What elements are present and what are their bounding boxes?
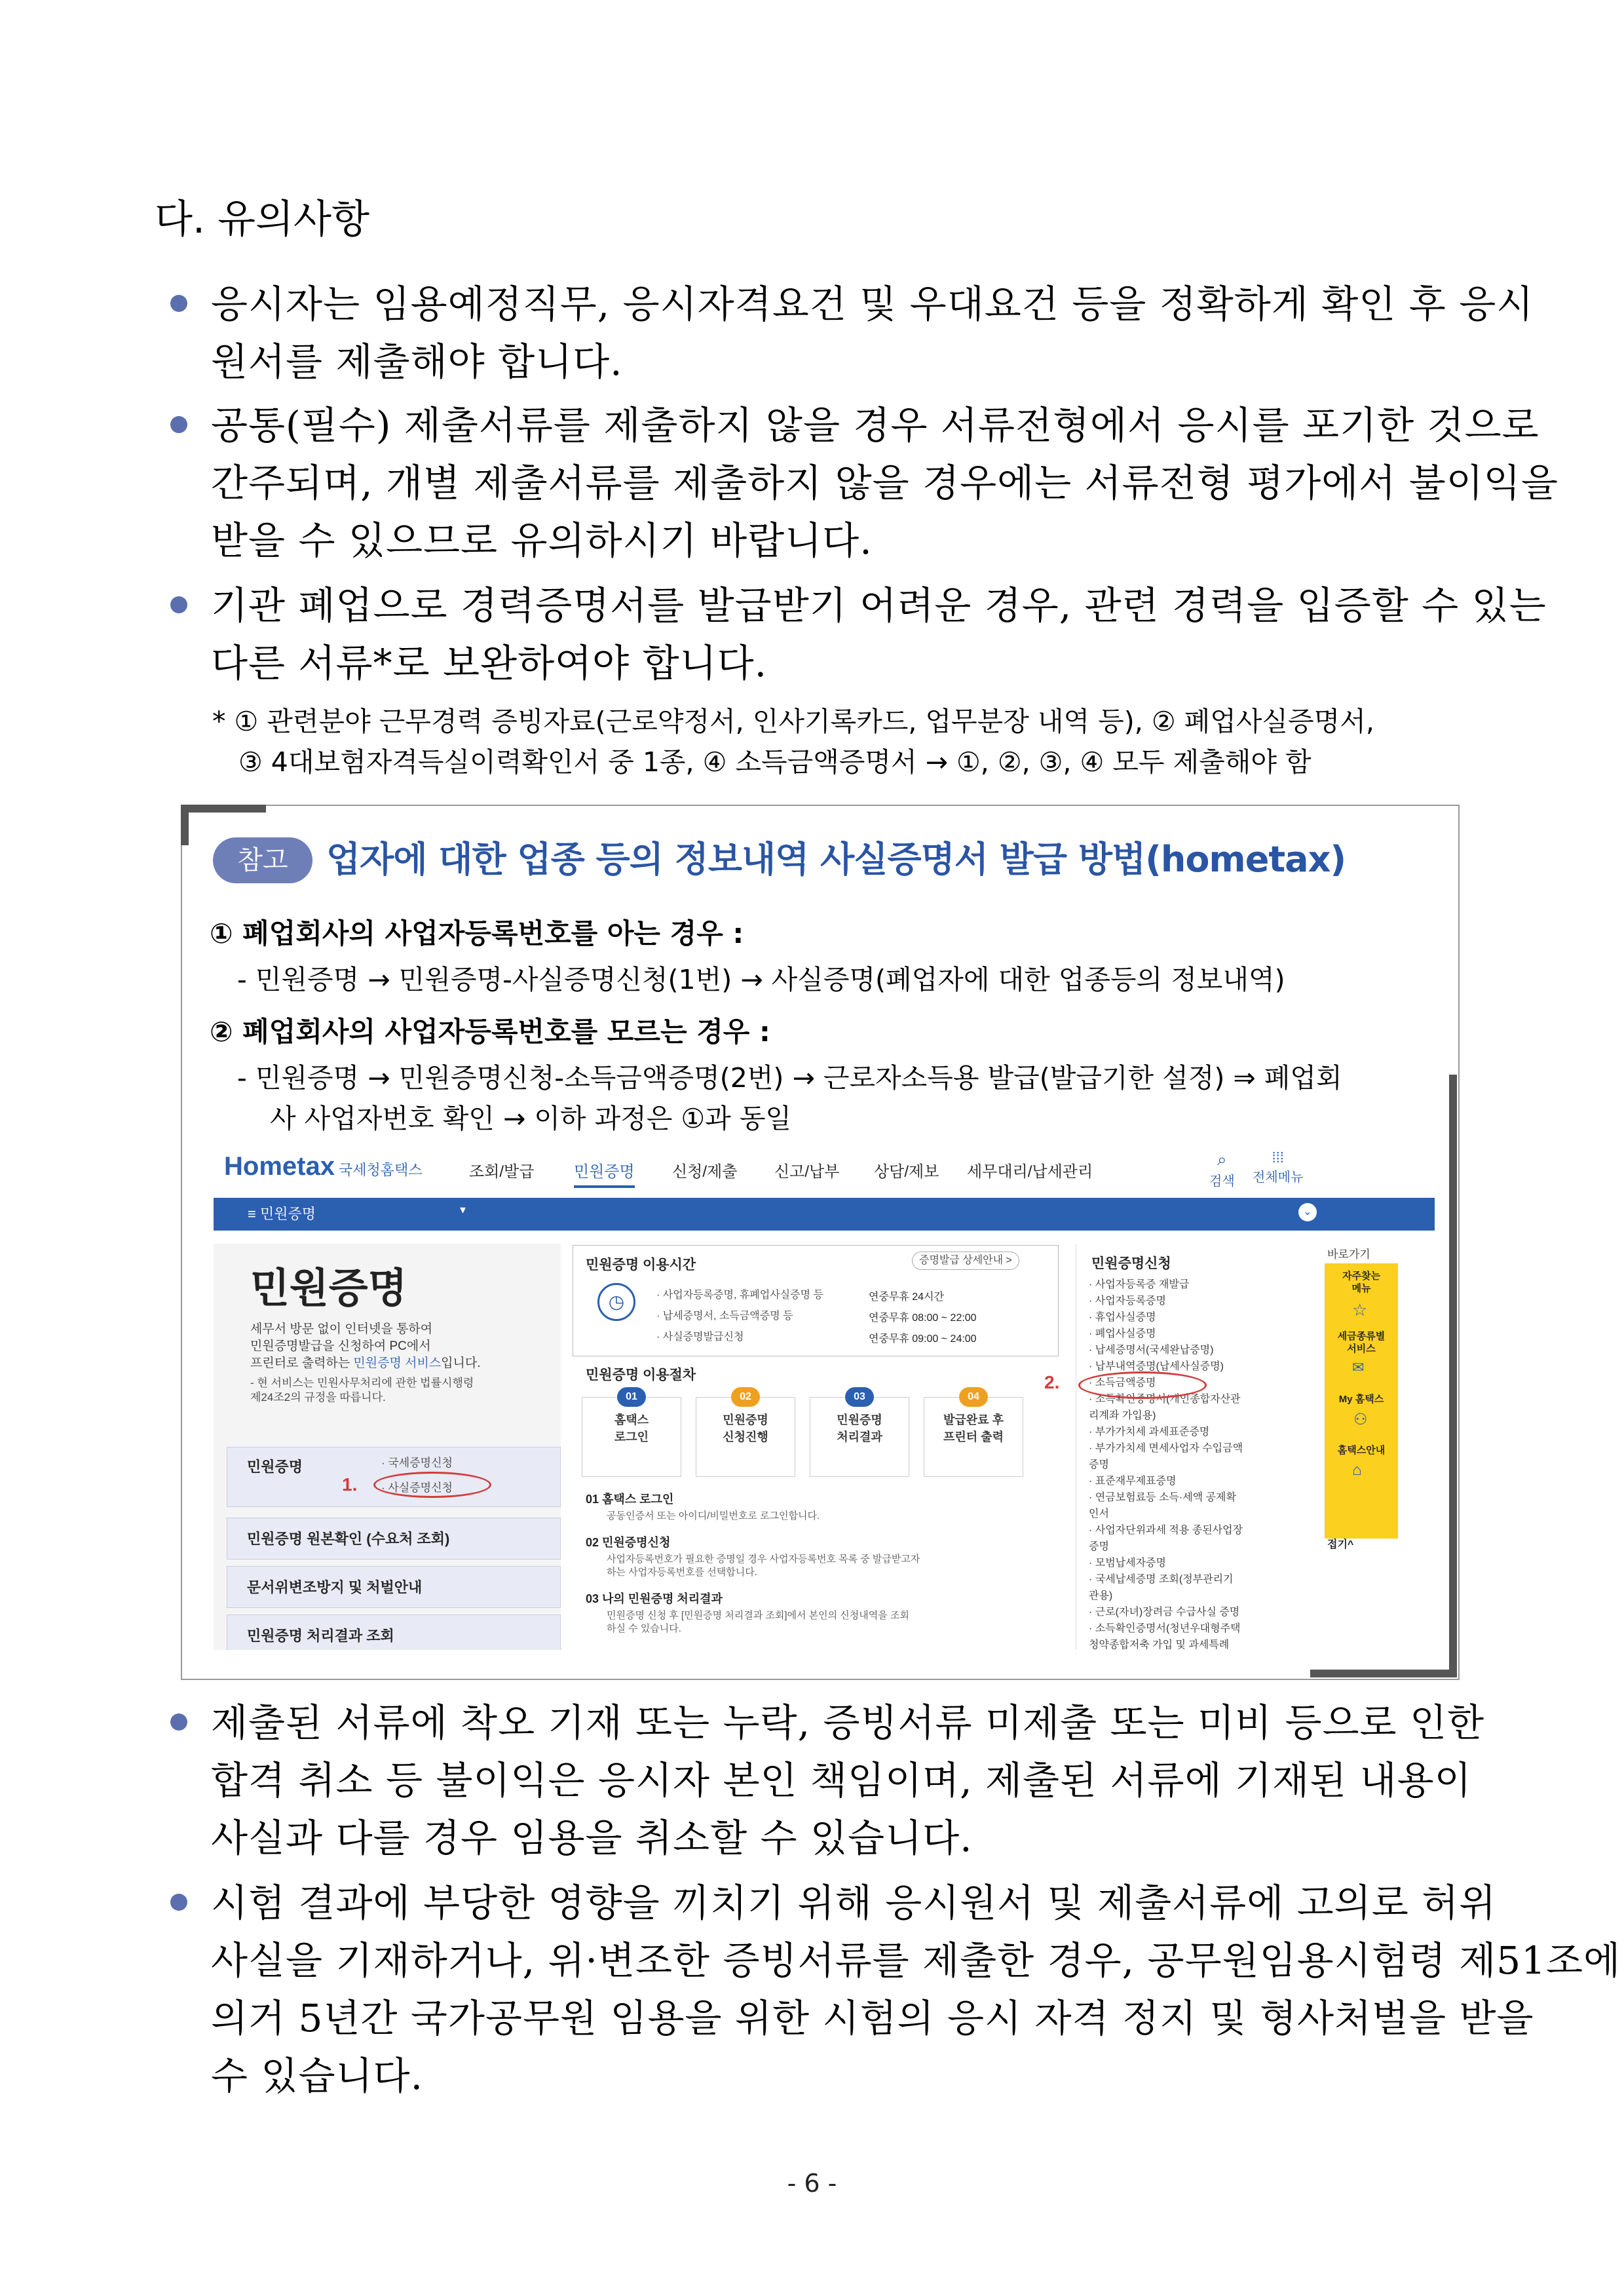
detail-desc: 민원증명 신청 후 [민원증명 처리결과 조회]에서 본인의 신청내역을 조회 [607,1610,909,1621]
cert-list-item[interactable]: · 사업자등록증 재발급 [1089,1279,1190,1290]
bullet-icon [170,1713,187,1731]
box-shadow-edge [1310,1670,1457,1677]
bullet-line: 제출된 서류에 착오 기재 또는 누락, 증빙서류 미제출 또는 미비 등으로 인한 [211,1700,1485,1745]
bullet-line: 시험 결과에 부당한 영향을 끼치기 위해 응시원서 및 제출서류에 고의로 허위 [211,1881,1497,1925]
info-icon: ⌂ [1352,1461,1362,1479]
mail-icon: ✉ [1352,1359,1365,1375]
cert-list-item[interactable]: · 표준재무제표증명 [1089,1476,1177,1487]
step-label: 홈택스 로그인 [614,1413,649,1444]
dropdown-caret-icon[interactable]: ▾ [460,1203,466,1216]
bullet-line: 기관 폐업으로 경력증명서를 발급받기 어려운 경우, 관련 경력을 입증할 수 있는 [211,583,1547,628]
step-label: 민원증명 신청진행 [723,1413,768,1444]
bullet-icon [170,596,187,613]
menu-item-active[interactable]: 민원증명 [574,1158,635,1188]
step-label: 발급완료 후 프린터 출력 [943,1413,1004,1444]
cert-list-item[interactable]: · 국세납세증명 조회(정부관리기 [1089,1574,1234,1585]
step-label: 민원증명 처리결과 [837,1413,882,1444]
note-line: 제24조2의 규정을 따릅니다. [250,1391,386,1404]
case1-title: ① 폐업회사의 사업자등록번호를 아는 경우 : [210,917,744,949]
hometax-screenshot [214,1145,1435,1650]
cert-list-item[interactable]: · 소득금액증명 [1089,1377,1156,1388]
marker-2: 2. [1044,1372,1060,1392]
search-button[interactable] [1209,1149,1235,1189]
hours-value: 연중무휴 24시간 [869,1292,944,1303]
detail-desc: 공동인증서 또는 아이디/비밀번호로 로그인합니다. [607,1510,820,1521]
detail-title: 02 민원증명신청 [586,1536,671,1549]
bullet-item [170,275,1534,391]
bullet-line: 원서를 제출해야 합니다. [211,339,623,384]
chevron-down-icon[interactable]: ⌄ [1298,1203,1317,1221]
cert-list [1089,1276,1243,1650]
step-number: 02 [731,1387,760,1407]
quick-item-tax-service[interactable]: 세금종류별 서비스 [1337,1331,1386,1354]
section-bar [214,1198,1435,1231]
cert-list-item[interactable]: · 납부내역증명(납세사실증명) [1089,1361,1224,1372]
quick-menu-title: 바로가기 [1327,1248,1370,1261]
bullet-icon [170,416,187,433]
marker-1: 1. [342,1474,358,1495]
user-icon: ⚇ [1353,1411,1368,1428]
desc-line: 프린터로 출력하는 [250,1356,354,1370]
case1-step: - 민원증명 → 민원증명-사실증명신청(1번) → 사실증명(폐업자에 대한 업종등의 정보내역) [237,964,1285,995]
highlight-circle [373,1472,491,1498]
step-card [924,1391,1023,1477]
card-forgery-prevention[interactable]: 문서위변조방지 및 처벌안내 [227,1566,561,1608]
desc-link[interactable]: 민원증명 서비스 [353,1356,442,1370]
hours-label: · 사실증명발급신청 [656,1331,744,1343]
bullet-line: 공통(필수) 제출서류를 제출하지 않을 경우 서류전형에서 응시를 포기한 것으로 [211,403,1539,448]
bullet-line: 받을 수 있으므로 유의하시기 바랍니다. [211,518,873,563]
hours-label: · 사업자등록증명, 휴폐업사실증명 등 [656,1290,823,1301]
bullet-item [170,577,1547,692]
case2-step: 사 사업자번호 확인 → 이하 과정은 ①과 동일 [270,1103,792,1134]
footnote-line: ③ 4대보험자격득실이력확인서 중 1종, ④ 소득금액증명서 → ①, ②, ③, ④ 모두 제출해야 함 [238,746,1312,778]
logo-subtext: 국세청홈택스 [338,1162,423,1178]
hometax-logo[interactable] [224,1152,422,1181]
bullet-item [170,1874,1621,2105]
step-card [696,1391,795,1477]
step-card [582,1391,681,1477]
cert-list-item[interactable]: · 근로(자녀)장려금 수급사실 증명 [1089,1607,1240,1618]
cert-list-item[interactable]: · 부가가치세 과세표준증명 [1089,1426,1210,1438]
step-number: 01 [617,1387,646,1407]
desc-line: 세무서 방문 없이 인터넷을 통하여 [250,1322,433,1336]
quick-item-guide[interactable]: 홈택스안내 [1337,1445,1386,1456]
bullet-icon [170,1894,187,1911]
cert-list-item[interactable]: 관용) [1089,1590,1113,1601]
page-number: - 6 - [787,2169,837,2198]
footnote [212,701,1483,782]
panel-note [250,1376,474,1405]
card-sublink[interactable]: · 국세증명신청 [381,1457,453,1469]
case2-step: - 민원증명 → 민원증명신청-소득금액증명(2번) → 근로자소득용 발급(발급기한 설정) ⇒ 폐업회 [237,1062,1342,1094]
step-card [810,1391,909,1477]
menu-item[interactable]: 신청/제출 [672,1163,738,1181]
highlight-circle [1078,1371,1207,1399]
quick-item-favorite[interactable]: 자주찾는 메뉴 [1342,1271,1380,1294]
reference-badge: 참고 [213,837,312,883]
cert-list-title: 민원증명신청 [1091,1256,1171,1271]
clock-icon: ◷ [597,1283,635,1321]
bullet-line: 수 있습니다. [211,2054,424,2098]
star-icon: ☆ [1352,1300,1368,1320]
bullet-line: 사실과 다를 경우 임용을 취소할 수 있습니다. [211,1816,973,1860]
menu-item[interactable]: 세무대리/납세관리 [967,1163,1093,1181]
bullet-line: 의거 5년간 국가공무원 임용을 위한 시험의 응시 자격 정지 및 형사처벌을 받을 [211,1996,1534,2040]
hours-value: 연중무휴 08:00 ~ 22:00 [869,1312,977,1324]
cert-list-item[interactable]: 인서 [1089,1508,1109,1520]
section-bar-label[interactable]: ≡ 민원증명 [248,1206,316,1222]
panel-title: 민원증명 [250,1266,407,1311]
menu-item[interactable]: 조회/발급 [469,1163,535,1181]
desc-line: 입니다. [441,1356,481,1370]
bullet-icon [170,295,187,312]
cert-list-item[interactable]: 청약종합저축 가입 및 과세특례 [1089,1639,1230,1650]
bullet-item [170,396,1558,569]
cert-list-item[interactable]: · 폐업사실증명 [1089,1328,1156,1339]
cert-list-item[interactable]: · 소득확인증명서(개인종합자산관 [1089,1394,1241,1405]
bullet-line: 응시자는 임용예정직무, 응시자격요건 및 우대요건 등을 정확하게 확인 후 응시 [211,282,1534,326]
case2-title: ② 폐업회사의 사업자등록번호를 모르는 경우 : [210,1016,770,1048]
card-label: 민원증명 [247,1459,303,1475]
card-sublink[interactable]: · 사실증명신청 [381,1482,453,1494]
step-number: 04 [959,1387,988,1407]
bullet-line: 합격 취소 등 불이익은 응시자 본인 책임이며, 제출된 서류에 기재된 내용이 [211,1758,1472,1803]
logo-text: Hometax [224,1152,335,1181]
note-line: - 현 서비스는 민원사무처리에 관한 법률시행령 [250,1377,474,1389]
panel-description [250,1321,481,1372]
cert-list-item[interactable]: · 부가가치세 면세사업자 수입금액 [1089,1443,1243,1454]
cert-list-item[interactable]: 증명 [1089,1541,1109,1552]
bullet-line: 간주되며, 개별 제출서류를 제출하지 않을 경우에는 서류전형 평가에서 불이익을 [211,461,1558,505]
hours-label: · 납세증명서, 소득금액증명 등 [656,1311,793,1322]
section-heading: 다. 유의사항 [155,197,369,242]
detail-title: 03 나의 민원증명 처리결과 [586,1592,723,1605]
cert-list-item[interactable]: · 납세증명서(국세완납증명) [1089,1345,1214,1356]
cert-list-item[interactable]: 리계좌 가입용) [1089,1410,1156,1421]
bullet-item [170,1694,1485,1867]
card-result-lookup[interactable]: 민원증명 처리결과 조회 [227,1615,561,1650]
detail-desc: 사업자등록번호가 필요한 증명일 경우 사업자등록번호 목록 중 발급받고자 [607,1554,920,1565]
detail-desc: 하실 수 있습니다. [607,1623,681,1634]
desc-line: 민원증명발급을 신청하여 PC에서 [250,1339,431,1353]
procedure-title: 민원증명 이용절차 [586,1368,696,1383]
cert-list-item[interactable]: · 소득확인증명서(청년우대형주택 [1089,1623,1241,1634]
cert-list-item[interactable]: · 사업자단위과세 적용 종된사업장 [1089,1525,1243,1536]
hours-value: 연중무휴 09:00 ~ 24:00 [869,1333,977,1345]
cert-list-item[interactable]: · 사업자등록증명 [1089,1295,1166,1307]
detail-title: 01 홈택스 로그인 [586,1493,674,1506]
reference-title: 업자에 대한 업종 등의 정보내역 사실증명서 발급 방법(hometax) [326,839,1346,880]
all-menu-button[interactable] [1253,1149,1303,1185]
cert-list-item[interactable]: · 휴업사실증명 [1089,1312,1156,1323]
menu-item[interactable]: 상담/제보 [874,1163,939,1181]
hours-title: 민원증명 이용시간 [586,1257,696,1272]
cert-list-item[interactable]: 증명 [1089,1459,1109,1470]
grid-icon: ⁞⁞⁞ [1272,1149,1284,1166]
all-menu-label: 전체메뉴 [1253,1170,1304,1185]
quick-item-my-hometax[interactable]: My 홈택스 [1338,1394,1384,1405]
bullet-line: 다른 서류*로 보완하여야 합니다. [211,641,768,685]
detail-guide-button[interactable]: 증명발급 상세안내 > [912,1252,1019,1270]
bullet-line: 사실을 기재하거나, 위·변조한 증빙서류를 제출한 경우, 공무원임용시험령 제51조에 [211,1938,1621,1983]
collapse-button[interactable]: 접기^ [1327,1539,1354,1550]
box-corner [181,805,266,813]
menu-item[interactable]: 신고/납부 [774,1163,840,1181]
search-icon: ⌕ [1217,1149,1227,1169]
cert-list-item[interactable]: · 모범납세자증명 [1089,1558,1166,1569]
box-shadow-edge [1449,1075,1457,1677]
search-label: 검색 [1209,1174,1235,1189]
footnote-line: * ① 관련분야 근무경력 증빙자료(근로약정서, 인사기록카드, 업무분장 내역 등), ② 폐업사실증명서, [212,706,1374,737]
cert-list-item[interactable]: · 연금보험료등 소득·세액 공제확 [1089,1492,1236,1503]
detail-desc: 하는 사업자등록번호를 선택합니다. [607,1567,757,1578]
card-original-check[interactable]: 민원증명 원본확인 (수요처 조회) [227,1518,561,1559]
step-number: 03 [845,1387,874,1407]
